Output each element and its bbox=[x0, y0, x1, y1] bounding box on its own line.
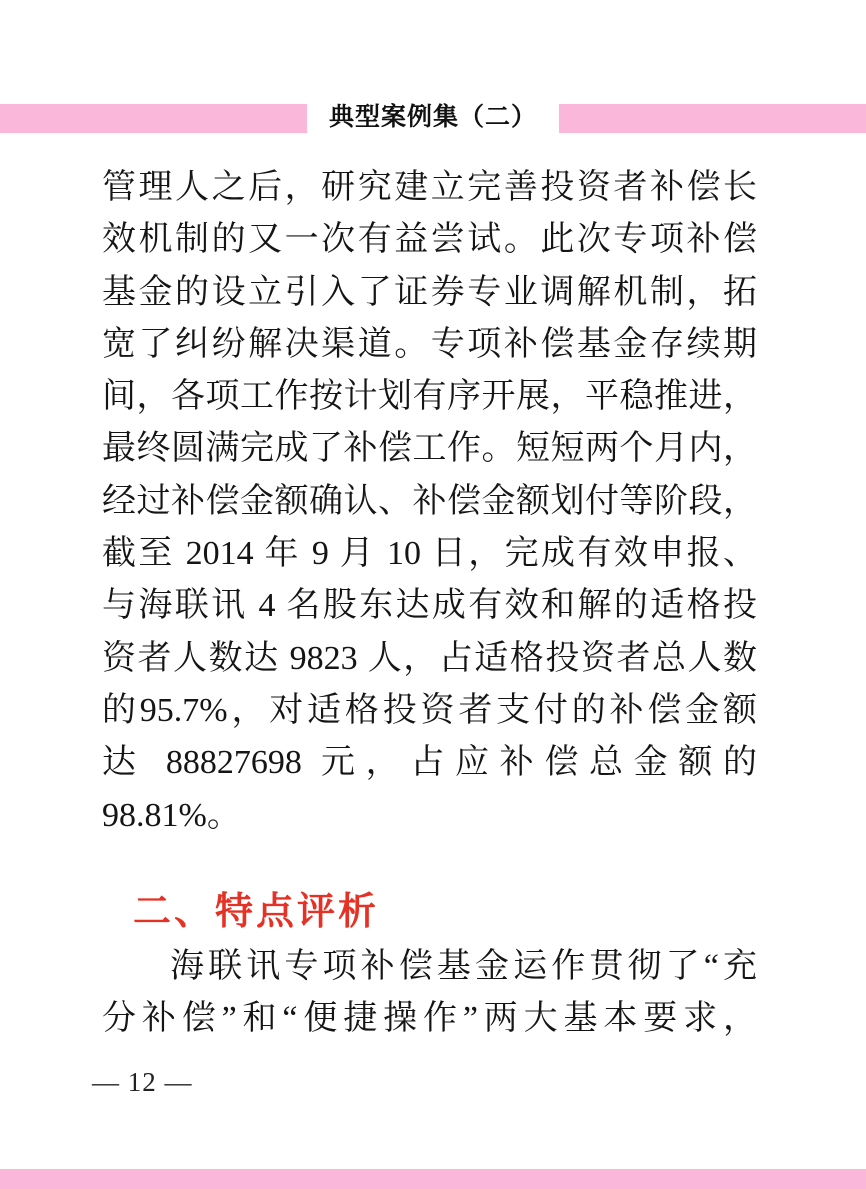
body-text-line: 资者人数达 9823 人，占适格投资者总人数 bbox=[102, 639, 757, 677]
section-heading: 二、特点评析 bbox=[133, 891, 380, 933]
body-text-line: 海联讯专项补偿基金运作贯彻了“充 bbox=[170, 948, 757, 985]
body-text-line: 效机制的又一次有益尝试。此次专项补偿 bbox=[102, 221, 757, 259]
body-text-line: 最终圆满完成了补偿工作。短短两个月内， bbox=[102, 430, 757, 468]
body-text-line: 分补偿”和“便捷操作”两大基本要求， bbox=[102, 1000, 757, 1038]
body-paragraph bbox=[102, 162, 757, 842]
running-head-title: 典型案例集（二） bbox=[307, 100, 559, 135]
body-text-line: 经过补偿金额确认、补偿金额划付等阶段， bbox=[102, 482, 757, 520]
page-number: — 12 — bbox=[92, 1067, 193, 1097]
body-text-line: 基金的设立引入了证券专业调解机制，拓 bbox=[102, 273, 757, 311]
body-text-line: 截至 2014 年 9 月 10 日，完成有效申报、 bbox=[102, 535, 757, 573]
footer-pink-band bbox=[0, 1169, 866, 1189]
body-text-line: 与海联讯 4 名股东达成有效和解的适格投 bbox=[102, 587, 757, 625]
body-text-line: 间，各项工作按计划有序开展，平稳推进， bbox=[102, 378, 757, 416]
second-paragraph bbox=[102, 941, 757, 1046]
body-text-line: 98.81%。 bbox=[102, 796, 241, 834]
body-text-line: 宽了纠纷解决渠道。专项补偿基金存续期 bbox=[102, 325, 757, 363]
body-text-line: 管理人之后，研究建立完善投资者补偿长 bbox=[102, 169, 757, 206]
body-text-line: 达 88827698 元，占应补偿总金额的 bbox=[102, 744, 757, 782]
body-text-line: 的95.7%，对适格投资者支付的补偿金额 bbox=[102, 691, 757, 729]
